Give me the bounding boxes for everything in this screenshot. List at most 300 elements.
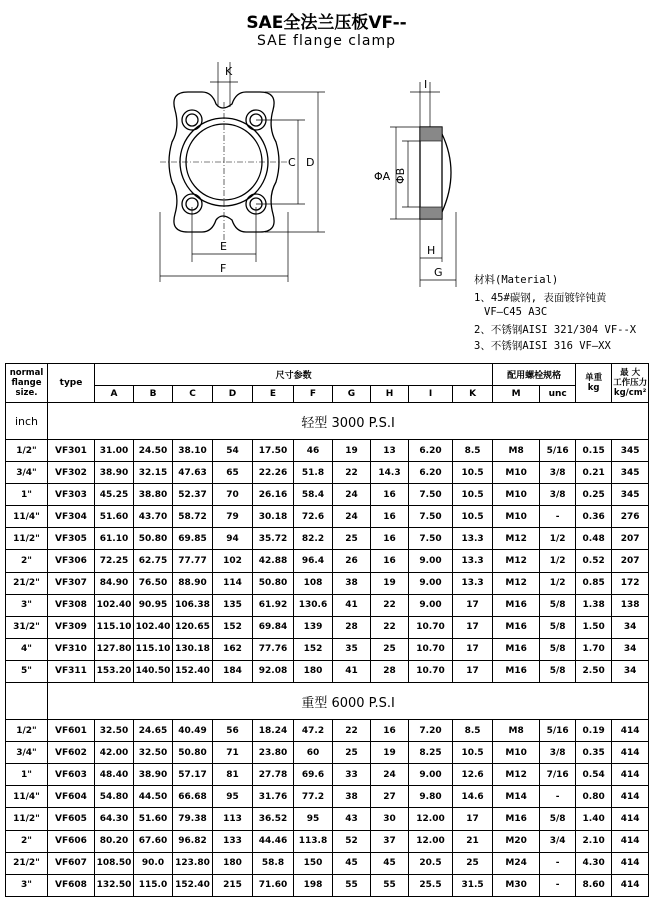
table-cell: 108.50 (95, 852, 134, 874)
table-row (6, 506, 649, 528)
table-cell: 38.80 (134, 484, 173, 506)
table-cell: 32.50 (134, 742, 173, 764)
table-cell: 38.90 (134, 764, 173, 786)
table-cell: M16 (493, 616, 540, 638)
table-cell: 113 (213, 808, 253, 830)
table-cell: VF301 (48, 440, 95, 462)
table-cell: M16 (493, 660, 540, 682)
table-cell: 35 (333, 638, 371, 660)
table-cell: 21/2" (6, 572, 48, 594)
table-cell: 207 (612, 550, 649, 572)
table-cell: 44.50 (134, 786, 173, 808)
table-cell: 0.36 (576, 506, 612, 528)
table-cell: 57.17 (173, 764, 213, 786)
table-cell: 11/2" (6, 528, 48, 550)
table-cell: 45 (333, 852, 371, 874)
table-cell: 32.50 (95, 720, 134, 742)
table-cell: 8.25 (409, 742, 453, 764)
table-cell: 102.40 (95, 594, 134, 616)
table-cell: 414 (612, 874, 649, 896)
table-cell: VF605 (48, 808, 95, 830)
table-cell: 21 (453, 830, 493, 852)
table-cell: 0.21 (576, 462, 612, 484)
table-row (6, 616, 649, 638)
table-cell: VF311 (48, 660, 95, 682)
table-cell: 20.5 (409, 852, 453, 874)
table-cell: 43.70 (134, 506, 173, 528)
table-cell: 47.2 (294, 720, 333, 742)
table-cell: 10.5 (453, 484, 493, 506)
table-cell: 25 (333, 528, 371, 550)
table-cell: M8 (493, 440, 540, 462)
table-cell: 80.20 (95, 830, 134, 852)
header-size: size. (15, 388, 38, 398)
table-cell: VF602 (48, 742, 95, 764)
table-cell: 41 (333, 594, 371, 616)
table-cell: 56 (213, 720, 253, 742)
dim-label-phib: ΦB (394, 167, 407, 184)
table-cell: 153.20 (95, 660, 134, 682)
table-cell: 31.76 (253, 786, 294, 808)
table-row (6, 462, 649, 484)
table-cell: 65 (213, 462, 253, 484)
table-cell: 30.18 (253, 506, 294, 528)
table-cell: 22 (333, 720, 371, 742)
table-cell: VF310 (48, 638, 95, 660)
table-cell: 48.40 (95, 764, 134, 786)
table-cell: 19 (371, 572, 409, 594)
table-cell: 3/8 (540, 742, 576, 764)
table-cell: 345 (612, 440, 649, 462)
table-cell: 2.10 (576, 830, 612, 852)
table-cell: VF303 (48, 484, 95, 506)
header-bolt: 配用螺栓规格 (493, 364, 576, 386)
table-cell: 0.80 (576, 786, 612, 808)
table-cell: VF603 (48, 764, 95, 786)
table-row (6, 830, 649, 852)
table-cell: 70 (213, 484, 253, 506)
table-cell: 8.60 (576, 874, 612, 896)
col-header: B (134, 386, 173, 403)
table-cell: 45.25 (95, 484, 134, 506)
table-cell: 58.8 (253, 852, 294, 874)
table-cell: VF604 (48, 786, 95, 808)
table-cell: 152.40 (173, 874, 213, 896)
table-row (6, 550, 649, 572)
table-cell: 152 (294, 638, 333, 660)
table-cell: 88.90 (173, 572, 213, 594)
table-cell: 123.80 (173, 852, 213, 874)
table-cell: 4.30 (576, 852, 612, 874)
col-header: C (173, 386, 213, 403)
header-pressure-a: 最 大 (620, 368, 641, 378)
table-cell: 3" (6, 594, 48, 616)
table-cell: 2" (6, 550, 48, 572)
header-pressure-b: 工作压力 (613, 378, 648, 388)
table-cell: 140.50 (134, 660, 173, 682)
dim-label-k: K (225, 65, 233, 78)
table-row (6, 660, 649, 682)
col-header: I (409, 386, 453, 403)
table-cell: M20 (493, 830, 540, 852)
table-cell: 69.85 (173, 528, 213, 550)
table-cell: 82.2 (294, 528, 333, 550)
table-row (6, 638, 649, 660)
dim-label-d: D (306, 156, 315, 169)
table-cell: 58.72 (173, 506, 213, 528)
table-cell: 11/2" (6, 808, 48, 830)
table-cell: 95 (294, 808, 333, 830)
table-cell: VF607 (48, 852, 95, 874)
table-cell: 113.8 (294, 830, 333, 852)
table-cell: 10.70 (409, 638, 453, 660)
table-cell: 215 (213, 874, 253, 896)
table-cell: 130.18 (173, 638, 213, 660)
table-cell: 69.6 (294, 764, 333, 786)
table-cell: VF304 (48, 506, 95, 528)
table-cell: 64.30 (95, 808, 134, 830)
table-cell: 17 (453, 660, 493, 682)
table-cell: 1.70 (576, 638, 612, 660)
table-cell: 69.84 (253, 616, 294, 638)
dim-label-i: I (424, 78, 428, 91)
table-cell: 106.38 (173, 594, 213, 616)
table-cell: 84.90 (95, 572, 134, 594)
table-cell: 38 (333, 572, 371, 594)
table-cell: 1.38 (576, 594, 612, 616)
table-cell: 5" (6, 660, 48, 682)
material-line-4: 3、不锈钢AISI 316 VF—XX (474, 340, 611, 352)
table-cell: 40.49 (173, 720, 213, 742)
page-title: SAE全法兰压板VF-- (246, 13, 407, 33)
table-cell: 31/2" (6, 616, 48, 638)
table-cell: 13.3 (453, 528, 493, 550)
table-cell: 13 (371, 440, 409, 462)
table-cell: VF306 (48, 550, 95, 572)
table-cell: 45 (371, 852, 409, 874)
table-cell: 180 (294, 660, 333, 682)
table-cell: 31.5 (453, 874, 493, 896)
table-cell: 276 (612, 506, 649, 528)
table-cell: M12 (493, 764, 540, 786)
table-cell: 207 (612, 528, 649, 550)
table-cell: 22 (333, 462, 371, 484)
table-cell: 16 (371, 528, 409, 550)
table-cell: 72.6 (294, 506, 333, 528)
table-cell: 94 (213, 528, 253, 550)
table-cell: M12 (493, 572, 540, 594)
table-cell: 5/8 (540, 660, 576, 682)
table-cell: 25.5 (409, 874, 453, 896)
table-cell: 1/2 (540, 550, 576, 572)
table-cell: 38.10 (173, 440, 213, 462)
table-cell: 25 (333, 742, 371, 764)
table-cell: VF601 (48, 720, 95, 742)
table-cell: 4" (6, 638, 48, 660)
table-cell: 414 (612, 852, 649, 874)
table-cell: 10.70 (409, 660, 453, 682)
table-cell: 16 (371, 484, 409, 506)
table-cell: VF608 (48, 874, 95, 896)
table-cell: 414 (612, 786, 649, 808)
table-cell: 115.10 (95, 616, 134, 638)
table-cell: 138 (612, 594, 649, 616)
table-cell: 13.3 (453, 550, 493, 572)
table-cell: 28 (371, 660, 409, 682)
table-cell: 55 (333, 874, 371, 896)
table-cell: 51.8 (294, 462, 333, 484)
header-pressure (612, 364, 649, 403)
table-row (6, 764, 649, 786)
table-cell: 0.15 (576, 440, 612, 462)
table-cell: 0.19 (576, 720, 612, 742)
table-cell: 5/8 (540, 616, 576, 638)
table-cell: 102.40 (134, 616, 173, 638)
table-cell: 2" (6, 830, 48, 852)
table-cell: 43 (333, 808, 371, 830)
table-cell: 35.72 (253, 528, 294, 550)
col-header: unc (540, 386, 576, 403)
table-cell: 162 (213, 638, 253, 660)
table-cell: 1" (6, 484, 48, 506)
table-cell: 23.80 (253, 742, 294, 764)
table-cell: 38.90 (95, 462, 134, 484)
table-cell: M8 (493, 720, 540, 742)
header-weight-label: 单重 (585, 373, 603, 383)
table-cell: 0.54 (576, 764, 612, 786)
table-cell: 71 (213, 742, 253, 764)
table-cell: - (540, 506, 576, 528)
table-cell: 7.50 (409, 528, 453, 550)
table-cell: 10.70 (409, 616, 453, 638)
table-cell: - (540, 874, 576, 896)
table-cell: 114 (213, 572, 253, 594)
table-cell: 17.50 (253, 440, 294, 462)
table-cell: VF302 (48, 462, 95, 484)
table-row (6, 440, 649, 462)
header-dimensions: 尺寸参数 (95, 364, 493, 386)
table-cell: 22 (371, 594, 409, 616)
table-cell: 54 (213, 440, 253, 462)
table-cell: 3" (6, 874, 48, 896)
table-cell: 0.35 (576, 742, 612, 764)
table-cell: 0.52 (576, 550, 612, 572)
col-header: D (213, 386, 253, 403)
table-cell: 52.37 (173, 484, 213, 506)
table-cell: 0.25 (576, 484, 612, 506)
table-cell: 50.80 (173, 742, 213, 764)
table-cell: 1/2 (540, 528, 576, 550)
table-cell: 14.6 (453, 786, 493, 808)
header-pressure-c: kg/cm² (613, 388, 647, 398)
table-cell: 198 (294, 874, 333, 896)
table-cell: 108 (294, 572, 333, 594)
col-header: M (493, 386, 540, 403)
table-cell: 38 (333, 786, 371, 808)
table-cell: 3/4 (540, 830, 576, 852)
table-cell: 95 (213, 786, 253, 808)
table-cell: 46 (294, 440, 333, 462)
table-cell: 21/2" (6, 852, 48, 874)
table-cell: M30 (493, 874, 540, 896)
table-cell: 414 (612, 742, 649, 764)
material-line-2: VF—C45 A3C (484, 306, 548, 318)
table-cell: 150 (294, 852, 333, 874)
table-cell: 9.00 (409, 572, 453, 594)
header-type: type (48, 364, 95, 403)
table-cell: VF305 (48, 528, 95, 550)
table-cell: 1" (6, 764, 48, 786)
table-cell: M24 (493, 852, 540, 874)
dim-label-e: E (220, 240, 227, 253)
table-cell: 102 (213, 550, 253, 572)
table-cell: 36.52 (253, 808, 294, 830)
table-row (6, 484, 649, 506)
dim-label-f: F (220, 262, 227, 275)
table-row (6, 572, 649, 594)
table-cell: 16 (371, 506, 409, 528)
table-cell: VF307 (48, 572, 95, 594)
table-cell: 44.46 (253, 830, 294, 852)
table-cell: 55 (371, 874, 409, 896)
table-cell: M16 (493, 638, 540, 660)
table-cell: 7.20 (409, 720, 453, 742)
table-cell: 24 (333, 484, 371, 506)
table-cell: 81 (213, 764, 253, 786)
table-cell: 7/16 (540, 764, 576, 786)
col-header: K (453, 386, 493, 403)
table-cell: M14 (493, 786, 540, 808)
table-cell: 130.6 (294, 594, 333, 616)
table-cell: 1/2 (540, 572, 576, 594)
table-cell: 47.63 (173, 462, 213, 484)
table-cell: 26 (333, 550, 371, 572)
table-cell: M10 (493, 506, 540, 528)
table-cell: 17 (453, 808, 493, 830)
table-cell: 7.50 (409, 484, 453, 506)
table-cell: - (540, 852, 576, 874)
table-cell: 34 (612, 638, 649, 660)
table-cell: 139 (294, 616, 333, 638)
dim-label-g: G (434, 266, 443, 279)
table-cell: 414 (612, 720, 649, 742)
table-cell: 10.5 (453, 742, 493, 764)
table-cell: 11/4" (6, 506, 48, 528)
table-cell: 33 (333, 764, 371, 786)
table-cell: 90.95 (134, 594, 173, 616)
header-weight-unit: kg (587, 383, 600, 393)
dim-label-h: H (427, 244, 436, 257)
table-row (6, 594, 649, 616)
table-cell: VF309 (48, 616, 95, 638)
table-cell: 1/2" (6, 440, 48, 462)
table-cell: 61.92 (253, 594, 294, 616)
table-cell: 41 (333, 660, 371, 682)
inch-label: inch (6, 403, 48, 440)
table-cell: 28 (333, 616, 371, 638)
table-cell: 10.5 (453, 462, 493, 484)
table-row (6, 786, 649, 808)
table-cell: 79 (213, 506, 253, 528)
table-cell: 54.80 (95, 786, 134, 808)
table-cell: 77.76 (253, 638, 294, 660)
table-cell: 42.88 (253, 550, 294, 572)
material-line-3: 2、不锈钢AISI 321/304 VF--X (474, 324, 637, 336)
table-cell: 96.82 (173, 830, 213, 852)
table-cell: M10 (493, 462, 540, 484)
table-cell: 22 (371, 616, 409, 638)
table-cell: 60 (294, 742, 333, 764)
table-cell: 9.00 (409, 550, 453, 572)
table-cell: 51.60 (95, 506, 134, 528)
table-cell: 61.10 (95, 528, 134, 550)
table-cell: 31.00 (95, 440, 134, 462)
table-cell: 16 (371, 550, 409, 572)
page-subtitle: SAE flange clamp (257, 33, 396, 49)
table-cell: 19 (333, 440, 371, 462)
table-cell: 135 (213, 594, 253, 616)
table-cell: 5/16 (540, 720, 576, 742)
table-cell: 27 (371, 786, 409, 808)
table-cell: 132.50 (95, 874, 134, 896)
table-cell: 96.4 (294, 550, 333, 572)
table-cell: - (540, 786, 576, 808)
table-cell: 17 (453, 638, 493, 660)
table-cell: 12.00 (409, 830, 453, 852)
table-cell: 1.50 (576, 616, 612, 638)
table-cell: 42.00 (95, 742, 134, 764)
table-cell: 414 (612, 764, 649, 786)
table-cell: M12 (493, 528, 540, 550)
col-header: E (253, 386, 294, 403)
table-cell: 32.15 (134, 462, 173, 484)
table-cell: 345 (612, 484, 649, 506)
table-cell: 22.26 (253, 462, 294, 484)
table-cell: 79.38 (173, 808, 213, 830)
table-cell: 62.75 (134, 550, 173, 572)
table-cell: 76.50 (134, 572, 173, 594)
table-cell: 3/4" (6, 742, 48, 764)
table-cell: 184 (213, 660, 253, 682)
table-cell: 6.20 (409, 440, 453, 462)
table-cell: M10 (493, 742, 540, 764)
table-cell: 24.50 (134, 440, 173, 462)
table-cell: 25 (453, 852, 493, 874)
table-row (6, 874, 649, 896)
col-header: F (294, 386, 333, 403)
table-cell: 5/8 (540, 594, 576, 616)
table-cell: 14.3 (371, 462, 409, 484)
table-cell: 115.10 (134, 638, 173, 660)
dim-label-phia: ΦA (374, 170, 391, 183)
table-cell: 9.00 (409, 594, 453, 616)
spec-table (5, 363, 649, 897)
table-cell: 72.25 (95, 550, 134, 572)
header-weight (576, 364, 612, 403)
table-cell: 16 (371, 720, 409, 742)
table-cell: 345 (612, 462, 649, 484)
table-cell: 180 (213, 852, 253, 874)
table-cell: 58.4 (294, 484, 333, 506)
table-cell: 50.80 (134, 528, 173, 550)
table-cell: 8.5 (453, 440, 493, 462)
table-cell: 34 (612, 660, 649, 682)
table-cell: 3/4" (6, 462, 48, 484)
table-cell: 10.5 (453, 506, 493, 528)
table-cell: 12.00 (409, 808, 453, 830)
table-cell: 414 (612, 808, 649, 830)
table-cell: 133 (213, 830, 253, 852)
